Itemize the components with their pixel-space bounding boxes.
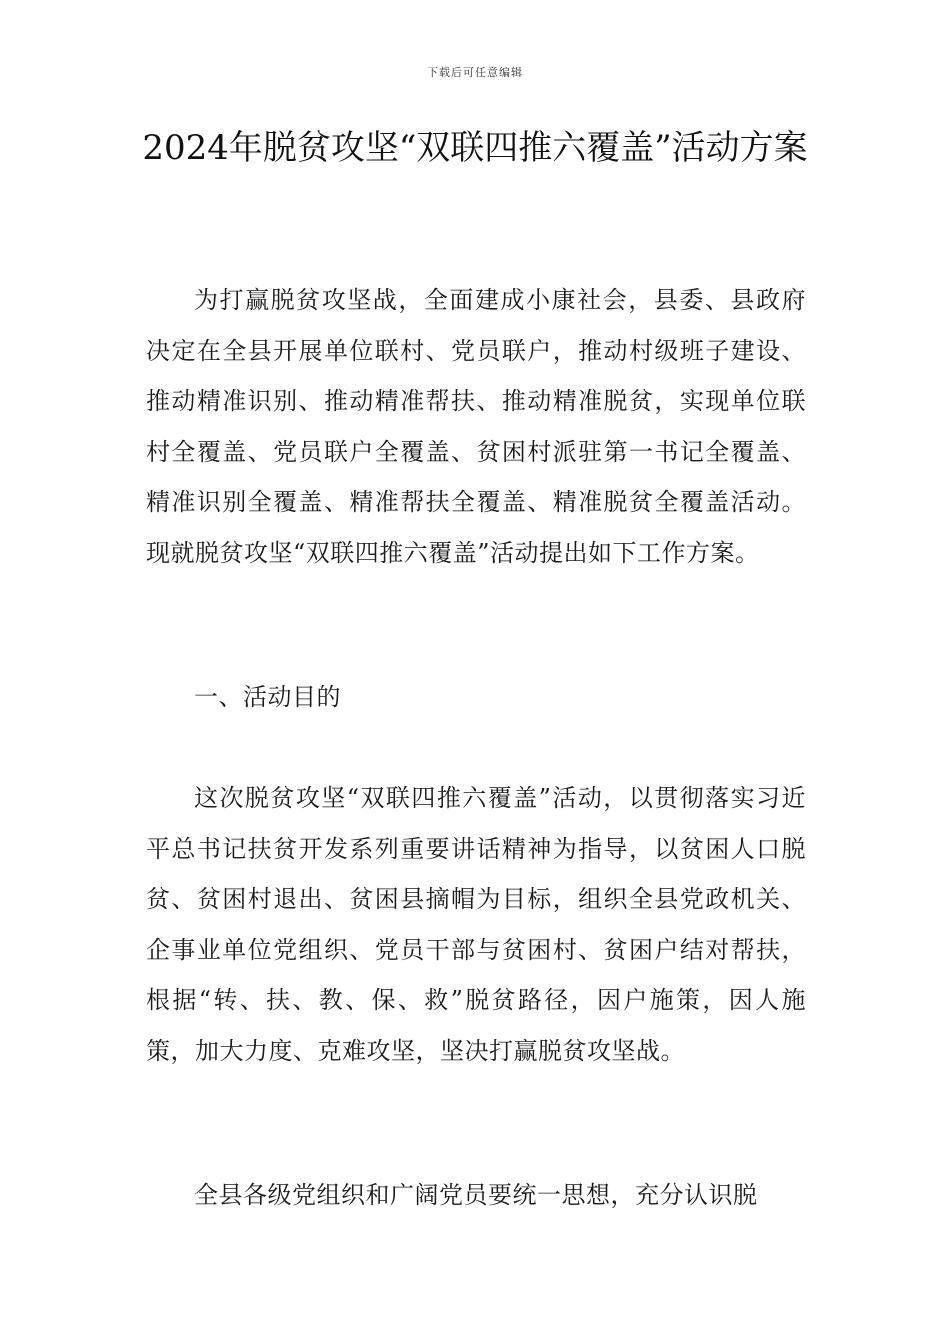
document-title: 2024年脱贫攻坚“双联四推六覆盖”活动方案 — [142, 128, 808, 168]
page-header-note: 下载后可任意编辑 — [427, 66, 523, 79]
section-heading-purpose: 一、活动目的 — [194, 683, 341, 711]
continuation-paragraph: 全县各级党组织和广阔党员要统一思想，充分认识脱 — [194, 1181, 758, 1209]
purpose-paragraph: 这次脱贫攻坚“双联四推六覆盖”活动，以贯彻落实习近平总书记扶贫开发系列重要讲话精神为指导，以贫困人口脱贫、贫困村退出、贫困县摘帽为目标，组织全县党政机关、企事业单位党组织、党员干部与贫困村、贫困户结对帮扶，根据“转、扶、教、保、救”脱贫路径，因户施策，因人施策，加大力度、克难攻坚，坚决打赢脱贫攻坚战。 — [146, 784, 806, 1065]
intro-paragraph: 为打赢脱贫攻坚战，全面建成小康社会，县委、县政府决定在全县开展单位联村、党员联户，推动村级班子建设、推动精准识别、推动精准帮扶、推动精准脱贫，实现单位联村全覆盖、党员联户全覆盖、贫困村派驻第一书记全覆盖、精准识别全覆盖、精准帮扶全覆盖、精准脱贫全覆盖活动。现就脱贫攻坚“双联四推六覆盖”活动提出如下工作方案。 — [146, 286, 806, 567]
